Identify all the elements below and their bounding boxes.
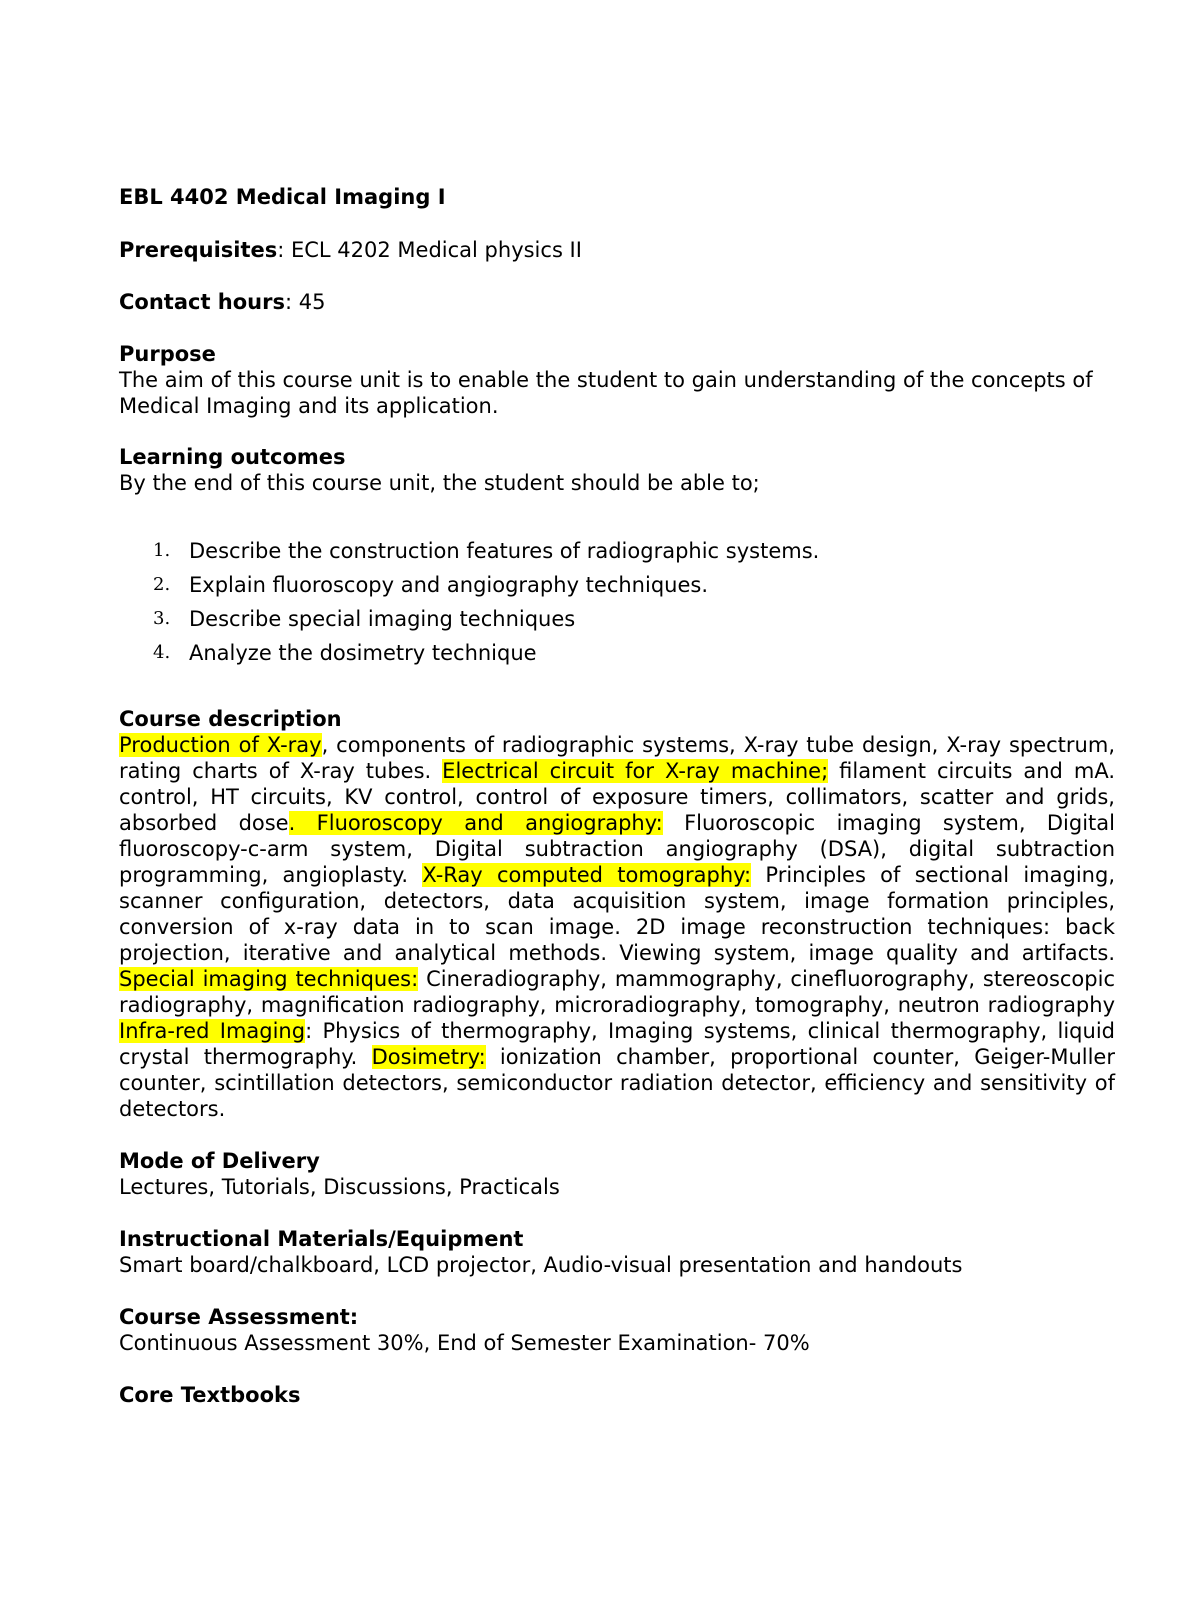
instructional-materials-section [119, 1226, 1115, 1278]
description-segment: Fluoroscopic imaging system, Digital fluoroscopy-c-arm system, Digital subtraction angiography (DSA), digital subtraction programming, angioplasty. [119, 811, 1115, 887]
course-assessment-heading: Course Assessment: [119, 1305, 359, 1329]
description-segment: : Physics of thermography, Imaging systems, clinical thermography, liquid crystal thermography. [119, 1019, 1115, 1069]
list-item-text: Describe the construction features of radiographic systems. [189, 539, 820, 563]
list-item [119, 538, 1115, 564]
mode-of-delivery-text: Lectures, Tutorials, Discussions, Practicals [119, 1175, 560, 1199]
core-textbooks-heading: Core Textbooks [119, 1383, 301, 1407]
prerequisites-value: : ECL 4202 Medical physics II [277, 238, 582, 262]
document-content [119, 184, 1115, 1408]
list-item [119, 606, 1115, 632]
description-segment: filament circuits and mA. control, HT circuits, KV control, control of exposure timers, collimators, scatter and grids, absorbed dose [119, 759, 1115, 835]
course-assessment-text: Continuous Assessment 30%, End of Semester Examination- 70% [119, 1331, 810, 1355]
contact-hours-value: : 45 [284, 290, 326, 314]
purpose-heading: Purpose [119, 342, 216, 366]
list-item-text: Explain fluoroscopy and angiography techniques. [189, 573, 709, 597]
list-item [119, 640, 1115, 666]
list-item-number: 3. [153, 608, 171, 629]
description-segment: Cineradiography, mammography, cinefluorography, stereoscopic radiography, magnification radiography, microradiography, tomography, neutron radiography [119, 967, 1115, 1017]
description-segment: Principles of sectional imaging, scanner configuration, detectors, data acquisition system, image formation principles, conversion of x-ray data in to scan image. 2D image reconstruction techniques: back projection, iterative and analytical methods. Viewing system, image quality and artifacts. [119, 863, 1115, 965]
description-segment: ionization chamber, proportional counter, Geiger-Muller counter, scintillation detectors, semiconductor radiation detector, efficiency and sensitivity of detectors. [119, 1045, 1115, 1121]
description-segment: Dosimetry: [371, 1045, 486, 1069]
description-segment: . Fluoroscopy and angiography: [288, 811, 663, 835]
prerequisites-label: Prerequisites [119, 238, 278, 262]
list-item [119, 572, 1115, 598]
list-item-text: Analyze the dosimetry technique [189, 641, 537, 665]
purpose-text: The aim of this course unit is to enable the student to gain understanding of the concepts of Medical Imaging and its application. [119, 368, 1093, 418]
list-item-number: 2. [153, 574, 171, 595]
course-title: EBL 4402 Medical Imaging I [119, 185, 446, 209]
learning-outcomes-heading: Learning outcomes [119, 445, 346, 469]
course-assessment-section [119, 1304, 1115, 1356]
description-segment: , components of radiographic systems, X-ray tube design, X-ray spectrum, rating charts of X-ray tubes. [119, 733, 1115, 783]
instructional-materials-text: Smart board/chalkboard, LCD projector, Audio-visual presentation and handouts [119, 1253, 963, 1277]
list-item-number: 4. [153, 642, 171, 663]
list-item-number: 1. [153, 540, 171, 561]
contact-hours-line [119, 289, 1115, 315]
prerequisites-line [119, 237, 1115, 263]
learning-outcomes-intro: By the end of this course unit, the student should be able to; [119, 471, 760, 495]
instructional-materials-heading: Instructional Materials/Equipment [119, 1227, 524, 1251]
course-description-text [119, 732, 1115, 1122]
description-segment: Production of X-ray [119, 733, 322, 757]
description-segment: Electrical circuit for X-ray machine; [442, 759, 829, 783]
contact-hours-label: Contact hours [119, 290, 285, 314]
mode-of-delivery-section [119, 1148, 1115, 1200]
course-description-heading: Course description [119, 707, 342, 731]
list-item-text: Describe special imaging techniques [189, 607, 576, 631]
learning-outcomes-list [119, 538, 1115, 666]
description-segment: X-Ray computed tomography: [422, 863, 752, 887]
description-segment: Infra-red Imaging [119, 1019, 306, 1043]
description-segment: Special imaging techniques: [119, 967, 419, 991]
mode-of-delivery-heading: Mode of Delivery [119, 1149, 320, 1173]
